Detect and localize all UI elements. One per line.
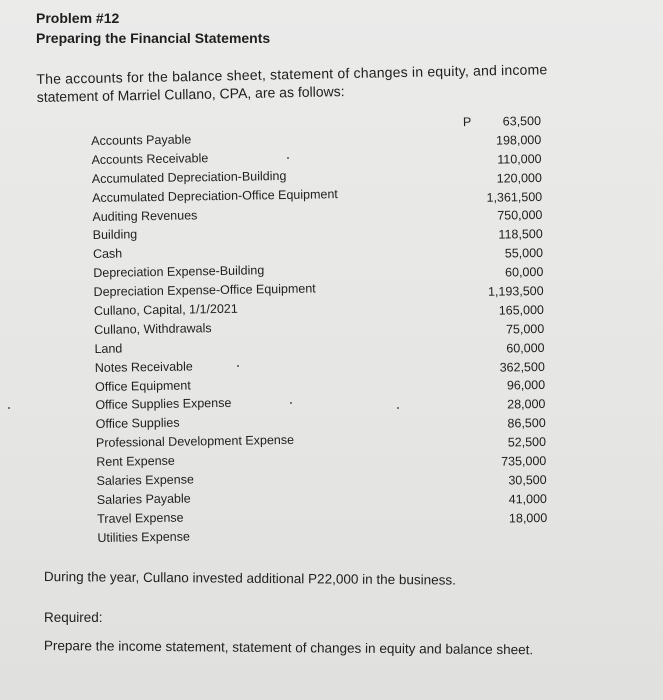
account-name: Accounts Payable — [91, 132, 192, 148]
account-amount: 110,000 — [497, 151, 542, 167]
account-amount: 1,361,500 — [486, 189, 543, 205]
paper-speck — [237, 365, 239, 367]
account-amount: 52,500 — [507, 435, 547, 450]
paper-speck — [290, 402, 292, 404]
account-amount: 18,000 — [508, 510, 548, 526]
account-name: Professional Development Expense — [95, 433, 295, 451]
account-amount: 198,000 — [495, 132, 542, 148]
additional-investment-note: During the year, Cullano invested additional P22,000 in the business. — [43, 569, 457, 588]
account-name: Accumulated Depreciation-Office Equipment — [92, 186, 338, 205]
account-amount: 118,500 — [498, 227, 543, 242]
account-amount: 362,500 — [499, 359, 545, 375]
account-name: Office Equipment — [94, 378, 191, 394]
account-name: Notes Receivable — [94, 359, 193, 375]
account-name: Office Supplies — [95, 416, 180, 432]
account-amount: 55,000 — [504, 246, 544, 261]
account-amount: 60,000 — [506, 340, 545, 356]
account-amount: 75,000 — [505, 321, 545, 337]
account-name: Accumulated Depreciation-Building — [91, 168, 287, 186]
currency-symbol: P — [462, 115, 472, 130]
account-amount: 41,000 — [508, 491, 548, 507]
account-name: Building — [92, 227, 138, 243]
problem-number: Problem #12 — [36, 10, 120, 26]
account-name: Auditing Revenues — [92, 207, 198, 224]
account-name: Salaries Expense — [96, 472, 194, 488]
account-name: Cullano, Capital, 1/1/2021 — [93, 301, 238, 318]
problem-title: Preparing the Financial Statements — [36, 30, 271, 46]
required-label: Required: — [44, 610, 103, 625]
paper-speck — [397, 407, 399, 409]
account-amount: 28,000 — [507, 397, 546, 412]
intro-line-2: statement of Marriel Cullano, CPA, are as follows: — [36, 83, 345, 105]
account-amount: 165,000 — [498, 302, 545, 318]
account-name: Travel Expense — [97, 510, 184, 526]
required-text: Prepare the income statement, statement of changes in equity and balance sheet. — [43, 638, 534, 658]
account-amount: 63,500 — [502, 113, 542, 129]
account-name: Cullano, Withdrawals — [94, 321, 212, 337]
account-name: Office Supplies Expense — [95, 396, 232, 413]
accounts-list — [91, 113, 557, 545]
account-amount: 30,500 — [508, 472, 547, 488]
account-amount: 1,193,500 — [487, 283, 544, 299]
account-name: Salaries Payable — [96, 491, 191, 507]
account-amount: 120,000 — [496, 170, 542, 186]
account-amount: 60,000 — [505, 265, 544, 280]
account-name: Utilities Expense — [97, 529, 190, 545]
account-amount: 750,000 — [497, 208, 543, 224]
account-name: Depreciation Expense-Office Equipment — [93, 281, 316, 300]
intro-paragraph — [36, 46, 656, 105]
paper-speck — [8, 407, 10, 409]
account-name: Land — [94, 341, 123, 356]
account-amount: 96,000 — [506, 378, 546, 393]
account-name: Accounts Receivable — [91, 151, 209, 167]
account-name: Depreciation Expense-Building — [93, 263, 265, 281]
intro-line-1: The accounts for the balance sheet, statement of changes in equity, and income — [36, 61, 548, 87]
account-amount: 735,000 — [501, 453, 547, 469]
paper-speck — [287, 157, 289, 159]
account-name: Rent Expense — [96, 453, 175, 470]
account-name: Cash — [92, 246, 123, 262]
account-amount: 86,500 — [507, 416, 546, 431]
